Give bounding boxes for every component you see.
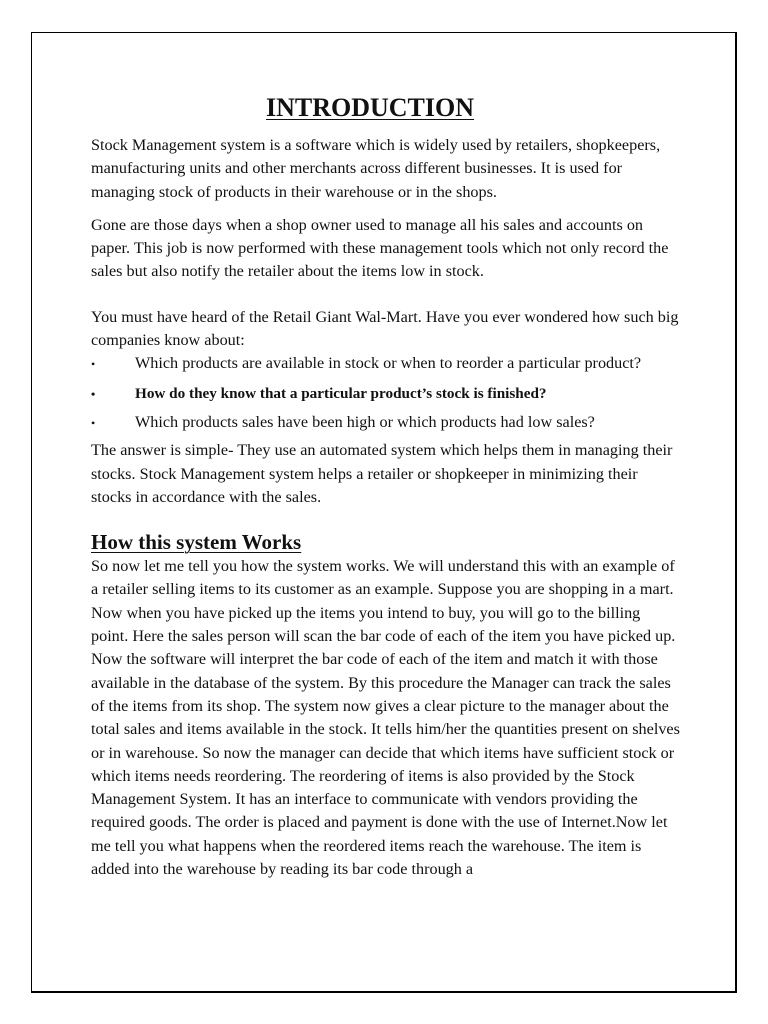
bullet-list [91, 352, 681, 435]
paragraph-intro: Stock Management system is a software which is widely used by retailers, shopkeepers, manufacturing units and other merchants across different businesses. It is used for managing stock of products in their warehouse or in the shops. [91, 136, 661, 201]
list-item [91, 352, 681, 376]
bullet-text: Which products sales have been high or which products had low sales? [135, 412, 595, 431]
bullet-text: How do they know that a particular product’s stock is finished? [135, 384, 547, 402]
bullet-dot: • [91, 386, 96, 401]
section-heading-text: How this system Works [91, 530, 302, 555]
section-heading [91, 529, 681, 555]
paragraph-system-works: So now let me tell you how the system works. We will understand this with an example of a retailer selling items to its customer as an example. Suppose you are shopping in a mart. Now when you have picked up the items you intend to buy, you will go to the billing point. Here the sales person will scan the bar code of each of the item you have picked up. Now the software will interpret the bar code of each of the item and match it with those available in the database of the system. By this procedure the Manager can track the sales of the items from its shop. The system now gives a clear picture to the manager about the total sales and items available in the stock. It tells him/her the quantities present on shelves or in warehouse. So now the manager can decide that which items have sufficient stock or which items needs reordering. The reordering of items is also provided by the Stock Management System. It has an interface to communicate with vendors providing the required goods. The order is placed and payment is done with the use of Internet.Now let me tell you what happens when the reordered items reach the warehouse. The item is added into the warehouse by reading its bar code through a [91, 557, 680, 879]
paragraph-answer: The answer is simple- They use an automated system which helps them in managing their stocks. Stock Management system helps a retailer or shopkeeper in minimizing their stocks in accordance with the sales. [91, 441, 673, 506]
page-title [91, 92, 681, 124]
list-item [91, 382, 681, 406]
bullet-dot: • [91, 357, 96, 372]
bullet-text: Which products are available in stock or when to reorder a particular product? [135, 354, 642, 373]
paragraph-walmart: You must have heard of the Retail Giant Wal-Mart. Have you ever wondered how such big companies know about: [91, 307, 679, 350]
document-body [91, 92, 681, 881]
page-title-text: INTRODUCTION [265, 93, 475, 122]
paragraph-history: Gone are those days when a shop owner used to manage all his sales and accounts on paper. This job is now performed with these management tools which not only record the sales but also notify the retailer about the items low in stock. [91, 215, 669, 281]
list-item [91, 411, 681, 435]
bullet-dot: • [91, 415, 96, 430]
